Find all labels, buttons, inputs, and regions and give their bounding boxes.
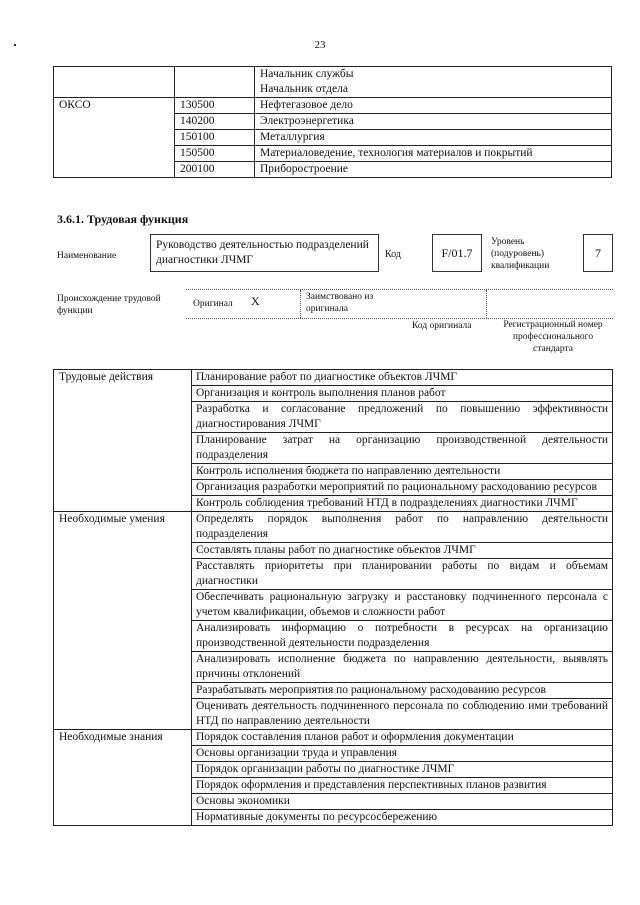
item-cell: Основы экономики <box>192 794 613 810</box>
okso-name: Нефтегазовое дело <box>255 98 612 114</box>
item-cell: Расставлять приоритеты при планировании работы по видам и объемам диагностики <box>192 559 613 590</box>
item-cell: Контроль соблюдения требований НТД в подразделениях диагностики ЛЧМГ <box>192 496 613 512</box>
okso-table <box>53 66 612 178</box>
okso-code: 150500 <box>175 146 255 162</box>
level-label: Уровень (подуровень) квалификации <box>491 237 550 271</box>
table-row <box>54 67 612 98</box>
item-cell: Оценивать деятельность подчиненного персонала по соблюдению ими требований НТД по направлению деятельности <box>192 699 613 730</box>
origin-label: Происхождение трудовой функции <box>57 294 161 316</box>
code-value-box <box>432 234 482 272</box>
item-cell: Порядок составления планов работ и оформления документации <box>192 730 613 746</box>
table-row <box>54 370 613 386</box>
okso-code: 150100 <box>175 130 255 146</box>
item-cell: Основы организации труда и управления <box>192 746 613 762</box>
name-label: Наименование <box>57 251 117 261</box>
position-title: Начальник отдела <box>260 83 348 95</box>
item-cell: Организация и контроль выполнения планов работ <box>192 386 613 402</box>
original-label: Оригинал <box>193 299 233 309</box>
okso-name: Электроэнергетика <box>255 114 612 130</box>
category-cell: Необходимые знания <box>54 730 192 826</box>
table-row <box>54 512 613 543</box>
level-value-box <box>583 234 613 272</box>
item-cell: Анализировать исполнение бюджета по направлению деятельности, выявлять причины отклонений <box>192 652 613 683</box>
okso-name: Материаловедение, технология материалов и покрытий <box>255 146 612 162</box>
item-cell: Планирование работ по диагностике объектов ЛЧМГ <box>192 370 613 386</box>
table-row <box>54 98 612 114</box>
section-title: 3.6.1. Трудовая функция <box>57 212 189 226</box>
okso-name: Приборостроение <box>255 162 612 178</box>
okso-code: 200100 <box>175 162 255 178</box>
name-value: Руководство деятельностью подразделений диагностики ЛЧМГ <box>156 239 369 266</box>
item-cell: Порядок оформления и представления перспективных планов развития <box>192 778 613 794</box>
okso-label: ОКСО <box>54 98 175 178</box>
code-label: Код <box>385 249 401 260</box>
table-row <box>54 730 613 746</box>
item-cell: Разрабатывать мероприятия по рациональному расходованию ресурсов <box>192 683 613 699</box>
origin-code-label: Код оригинала <box>412 321 472 331</box>
item-cell: Анализировать информацию о потребности в ресурсах на организацию производственной деятельности подразделения <box>192 621 613 652</box>
item-cell: Контроль исполнения бюджета по направлению деятельности <box>192 464 613 480</box>
name-value-box <box>150 234 379 272</box>
okso-name: Металлургия <box>255 130 612 146</box>
page-number: 23 <box>314 39 326 51</box>
level-value: 7 <box>595 246 601 260</box>
okso-code: 140200 <box>175 114 255 130</box>
original-mark: X <box>251 294 260 308</box>
scan-dot <box>14 44 16 46</box>
okso-code: 130500 <box>175 98 255 114</box>
code-value: F/01.7 <box>441 246 473 260</box>
item-cell: Определять порядок выполнения работ по направлению деятельности подразделения <box>192 512 613 543</box>
function-table <box>53 369 613 826</box>
item-cell: Составлять планы работ по диагностике объектов ЛЧМГ <box>192 543 613 559</box>
reg-number-label: Регистрационный номер профессионального стандарта <box>503 320 603 354</box>
item-cell: Планирование затрат на организацию производственной деятельности подразделения <box>192 433 613 464</box>
category-cell: Необходимые умения <box>54 512 192 730</box>
position-title: Начальник службы <box>260 68 354 80</box>
category-cell: Трудовые действия <box>54 370 192 512</box>
borrowed-label: Заимствовано из оригинала <box>306 292 374 314</box>
item-cell: Организация разработки мероприятий по рациональному расходованию ресурсов <box>192 480 613 496</box>
item-cell: Разработка и согласование предложений по повышению эффективности диагностирования ЛЧМГ <box>192 402 613 433</box>
item-cell: Обеспечивать рациональную загрузку и расстановку подчиненного персонала с учетом квалификации, объемов и сложности работ <box>192 590 613 621</box>
item-cell: Нормативные документы по ресурсосбережению <box>192 810 613 826</box>
item-cell: Порядок организации работы по диагностике ЛЧМГ <box>192 762 613 778</box>
